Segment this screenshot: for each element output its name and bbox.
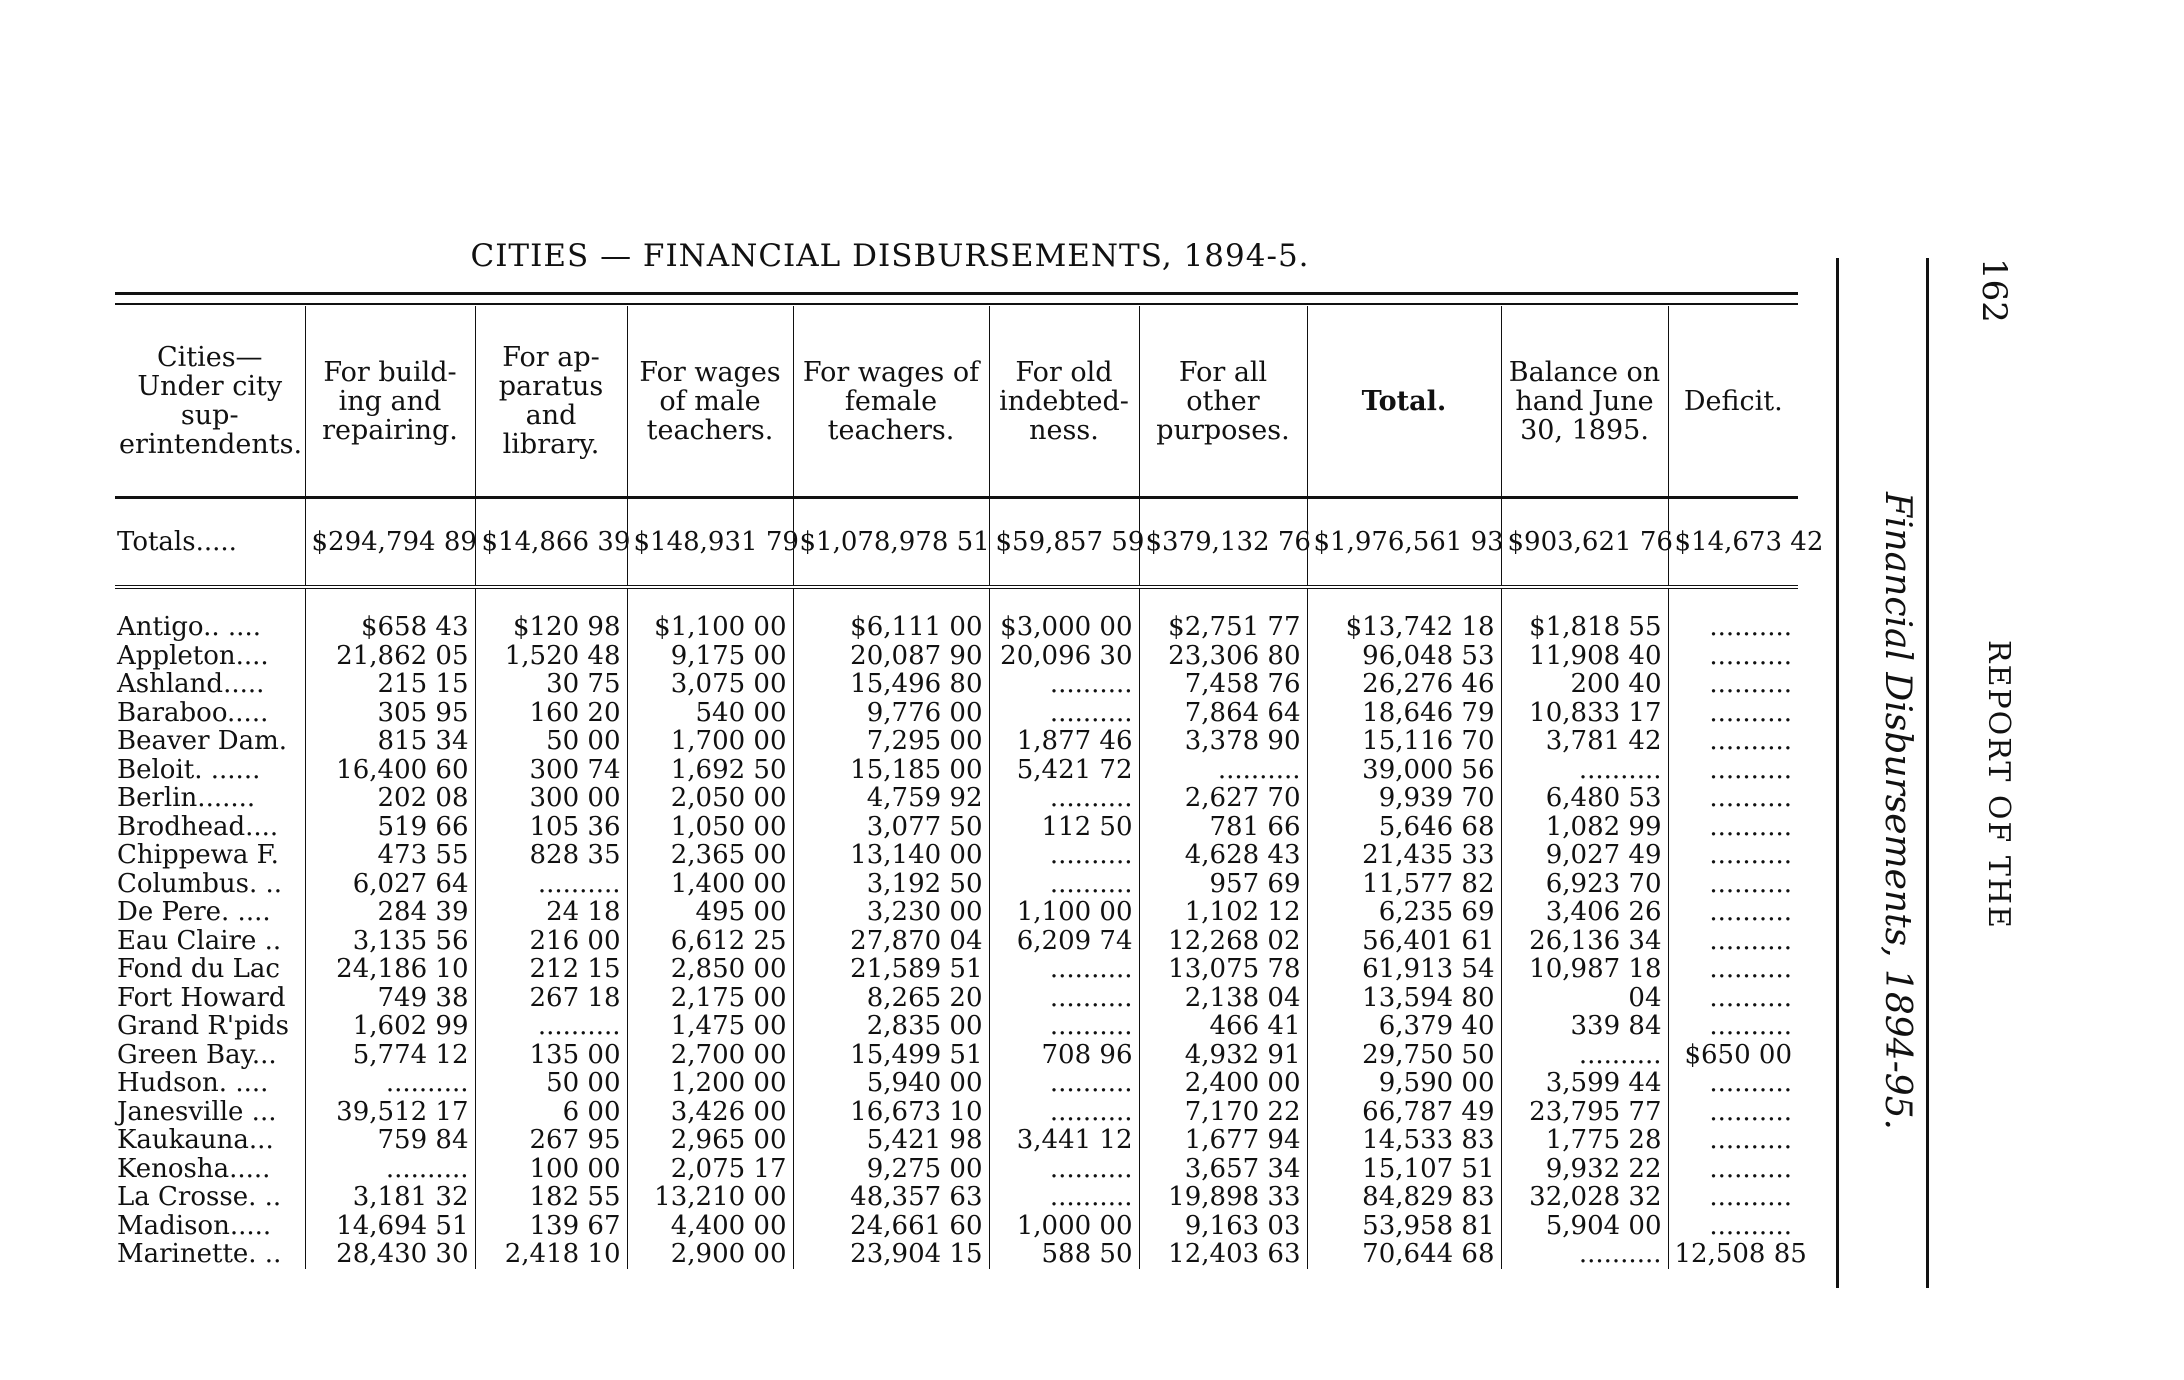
amount-cell: 519 66 bbox=[305, 813, 475, 842]
amount-cell: .......... bbox=[1668, 1126, 1798, 1155]
amount-cell: .......... bbox=[1668, 1155, 1798, 1184]
amount-cell: 2,965 00 bbox=[627, 1126, 793, 1155]
amount-cell: 1,520 48 bbox=[475, 642, 627, 671]
amount-cell: 19,898 33 bbox=[1139, 1183, 1307, 1212]
totals-cell: $903,621 76 bbox=[1501, 498, 1668, 588]
amount-cell: .......... bbox=[989, 841, 1139, 870]
amount-cell: 13,210 00 bbox=[627, 1183, 793, 1212]
amount-cell: 473 55 bbox=[305, 841, 475, 870]
amount-cell: 1,100 00 bbox=[989, 898, 1139, 927]
amount-cell: 56,401 61 bbox=[1307, 927, 1501, 956]
amount-cell: 2,418 10 bbox=[475, 1240, 627, 1269]
amount-cell: 6,209 74 bbox=[989, 927, 1139, 956]
totals-cell: $379,132 76 bbox=[1139, 498, 1307, 588]
amount-cell: .......... bbox=[1501, 756, 1668, 785]
amount-cell: .......... bbox=[475, 870, 627, 899]
amount-cell: 3,192 50 bbox=[793, 870, 989, 899]
city-name-cell: Columbus. .. bbox=[117, 868, 283, 899]
amount-cell: .......... bbox=[305, 1155, 475, 1184]
amount-cell: 828 35 bbox=[475, 841, 627, 870]
amount-cell: 1,877 46 bbox=[989, 727, 1139, 756]
amount-cell: .......... bbox=[989, 1098, 1139, 1127]
amount-cell: 5,904 00 bbox=[1501, 1212, 1668, 1241]
amount-cell: 6,235 69 bbox=[1307, 898, 1501, 927]
amount-cell: 708 96 bbox=[989, 1041, 1139, 1070]
amount-cell: .......... bbox=[1668, 613, 1798, 642]
amount-cell: 2,075 17 bbox=[627, 1155, 793, 1184]
amount-cell: 11,908 40 bbox=[1501, 642, 1668, 671]
amount-cell: 1,692 50 bbox=[627, 756, 793, 785]
amount-cell: .......... bbox=[1668, 670, 1798, 699]
totals-cell: $14,673 42 bbox=[1668, 498, 1798, 588]
amount-cell: 212 15 bbox=[475, 955, 627, 984]
amount-cell: 12,508 85 bbox=[1668, 1240, 1798, 1269]
totals-label: Totals..... bbox=[115, 498, 305, 588]
amount-cell: 6,480 53 bbox=[1501, 784, 1668, 813]
city-name-cell: Kaukauna... bbox=[117, 1125, 274, 1155]
col-header-deficit: Deficit. bbox=[1668, 306, 1798, 498]
amount-cell: 10,987 18 bbox=[1501, 955, 1668, 984]
amount-cell: .......... bbox=[1668, 813, 1798, 842]
amount-cell: 29,750 50 bbox=[1307, 1041, 1501, 1070]
amount-cell: 495 00 bbox=[627, 898, 793, 927]
amount-cell: 3,599 44 bbox=[1501, 1069, 1668, 1098]
amount-cell: .......... bbox=[1668, 927, 1798, 956]
amount-cell: 1,700 00 bbox=[627, 727, 793, 756]
city-row bbox=[115, 984, 1798, 1013]
amount-cell: 20,096 30 bbox=[989, 642, 1139, 671]
amount-cell: 12,403 63 bbox=[1139, 1240, 1307, 1269]
totals-cell: $14,866 39 bbox=[475, 498, 627, 588]
amount-cell: 815 34 bbox=[305, 727, 475, 756]
amount-cell: 24 18 bbox=[475, 898, 627, 927]
col-header-female-wages: For wages of female teachers. bbox=[793, 306, 989, 498]
amount-cell: 759 84 bbox=[305, 1126, 475, 1155]
running-header: REPORT OF THE bbox=[1981, 640, 2016, 930]
amount-cell: 11,577 82 bbox=[1307, 870, 1501, 899]
amount-cell: 1,677 94 bbox=[1139, 1126, 1307, 1155]
amount-cell: $1,818 55 bbox=[1501, 613, 1668, 642]
amount-cell: 3,181 32 bbox=[305, 1183, 475, 1212]
amount-cell: .......... bbox=[989, 1183, 1139, 1212]
amount-cell: 26,136 34 bbox=[1501, 927, 1668, 956]
amount-cell: 4,932 91 bbox=[1139, 1041, 1307, 1070]
amount-cell: 5,421 72 bbox=[989, 756, 1139, 785]
amount-cell: 6,923 70 bbox=[1501, 870, 1668, 899]
amount-cell: .......... bbox=[989, 955, 1139, 984]
amount-cell: 9,776 00 bbox=[793, 699, 989, 728]
amount-cell: $6,111 00 bbox=[793, 613, 989, 642]
city-row bbox=[115, 756, 1798, 785]
amount-cell: 39,000 56 bbox=[1307, 756, 1501, 785]
city-row bbox=[115, 1012, 1798, 1041]
city-row bbox=[115, 813, 1798, 842]
amount-cell: 7,458 76 bbox=[1139, 670, 1307, 699]
amount-cell: 9,163 03 bbox=[1139, 1212, 1307, 1241]
totals-row bbox=[115, 498, 1798, 588]
amount-cell: 1,050 00 bbox=[627, 813, 793, 842]
amount-cell: .......... bbox=[1668, 1098, 1798, 1127]
amount-cell: .......... bbox=[475, 1012, 627, 1041]
amount-cell: 540 00 bbox=[627, 699, 793, 728]
city-row bbox=[115, 927, 1798, 956]
amount-cell: 4,400 00 bbox=[627, 1212, 793, 1241]
amount-cell: 2,365 00 bbox=[627, 841, 793, 870]
city-row bbox=[115, 1240, 1798, 1269]
amount-cell: 21,862 05 bbox=[305, 642, 475, 671]
amount-cell: 5,421 98 bbox=[793, 1126, 989, 1155]
amount-cell: .......... bbox=[1668, 642, 1798, 671]
amount-cell: 2,138 04 bbox=[1139, 984, 1307, 1013]
margin-rule-right bbox=[1926, 258, 1929, 1288]
amount-cell: 53,958 81 bbox=[1307, 1212, 1501, 1241]
amount-cell: .......... bbox=[1668, 727, 1798, 756]
city-name-cell: Antigo.. .... bbox=[117, 612, 261, 642]
city-row bbox=[115, 1155, 1798, 1184]
city-row bbox=[115, 1183, 1798, 1212]
amount-cell: 100 00 bbox=[475, 1155, 627, 1184]
amount-cell: 50 00 bbox=[475, 727, 627, 756]
city-name-cell: Fort Howard bbox=[117, 982, 286, 1013]
amount-cell: 3,077 50 bbox=[793, 813, 989, 842]
amount-cell: .......... bbox=[989, 670, 1139, 699]
amount-cell: 588 50 bbox=[989, 1240, 1139, 1269]
amount-cell: $3,000 00 bbox=[989, 613, 1139, 642]
amount-cell: 9,932 22 bbox=[1501, 1155, 1668, 1184]
amount-cell: .......... bbox=[989, 1069, 1139, 1098]
amount-cell: 3,378 90 bbox=[1139, 727, 1307, 756]
amount-cell: 1,475 00 bbox=[627, 1012, 793, 1041]
city-name-cell: Madison..... bbox=[117, 1210, 272, 1241]
amount-cell: 1,775 28 bbox=[1501, 1126, 1668, 1155]
amount-cell: 1,082 99 bbox=[1501, 813, 1668, 842]
totals-cell: $148,931 79 bbox=[627, 498, 793, 588]
amount-cell: 66,787 49 bbox=[1307, 1098, 1501, 1127]
amount-cell: 14,694 51 bbox=[305, 1212, 475, 1241]
amount-cell: 215 15 bbox=[305, 670, 475, 699]
amount-cell: 21,589 51 bbox=[793, 955, 989, 984]
amount-cell: 10,833 17 bbox=[1501, 699, 1668, 728]
amount-cell: 15,185 00 bbox=[793, 756, 989, 785]
table-title: CITIES — FINANCIAL DISBURSEMENTS, 1894-5. bbox=[470, 238, 1310, 274]
city-name-cell: De Pere. .... bbox=[117, 897, 271, 927]
city-row bbox=[115, 727, 1798, 756]
amount-cell: .......... bbox=[1668, 1183, 1798, 1212]
city-name-cell: Beloit. ...... bbox=[117, 754, 261, 785]
amount-cell: 9,027 49 bbox=[1501, 841, 1668, 870]
amount-cell: .......... bbox=[305, 1069, 475, 1098]
city-row bbox=[115, 898, 1798, 927]
amount-cell: 2,627 70 bbox=[1139, 784, 1307, 813]
running-subtitle: Financial Disbursements, 1894-95. bbox=[1877, 492, 1918, 1130]
city-row bbox=[115, 1069, 1798, 1098]
amount-cell: 2,850 00 bbox=[627, 955, 793, 984]
amount-cell: .......... bbox=[989, 870, 1139, 899]
amount-cell: 24,186 10 bbox=[305, 955, 475, 984]
amount-cell: 3,441 12 bbox=[989, 1126, 1139, 1155]
amount-cell: 3,426 00 bbox=[627, 1098, 793, 1127]
amount-cell: 84,829 83 bbox=[1307, 1183, 1501, 1212]
amount-cell: 04 bbox=[1501, 984, 1668, 1013]
amount-cell: 12,268 02 bbox=[1139, 927, 1307, 956]
amount-cell: 15,107 51 bbox=[1307, 1155, 1501, 1184]
city-name-cell: La Crosse. .. bbox=[117, 1182, 282, 1212]
city-name-cell: Hudson. .... bbox=[117, 1068, 269, 1098]
amount-cell: 96,048 53 bbox=[1307, 642, 1501, 671]
amount-cell: 20,087 90 bbox=[793, 642, 989, 671]
amount-cell: 135 00 bbox=[475, 1041, 627, 1070]
amount-cell: .......... bbox=[989, 784, 1139, 813]
col-header-balance: Balance on hand June 30, 1895. bbox=[1501, 306, 1668, 498]
totals-cell: $1,078,978 51 bbox=[793, 498, 989, 588]
page-number: 162 bbox=[1974, 258, 2014, 323]
amount-cell: .......... bbox=[989, 1012, 1139, 1041]
amount-cell: 1,400 00 bbox=[627, 870, 793, 899]
amount-cell: 3,781 42 bbox=[1501, 727, 1668, 756]
amount-cell: 23,306 80 bbox=[1139, 642, 1307, 671]
amount-cell: 15,496 80 bbox=[793, 670, 989, 699]
city-name-cell: Green Bay... bbox=[117, 1039, 277, 1070]
city-name-cell: Marinette. .. bbox=[117, 1239, 282, 1269]
amount-cell: 7,864 64 bbox=[1139, 699, 1307, 728]
totals-cell: $59,857 59 bbox=[989, 498, 1139, 588]
amount-cell: 15,116 70 bbox=[1307, 727, 1501, 756]
city-name-cell: Grand R'pids bbox=[117, 1011, 290, 1041]
amount-cell: 3,657 34 bbox=[1139, 1155, 1307, 1184]
amount-cell: 112 50 bbox=[989, 813, 1139, 842]
amount-cell: 28,430 30 bbox=[305, 1240, 475, 1269]
city-name-cell: Appleton.... bbox=[117, 640, 269, 671]
amount-cell: 24,661 60 bbox=[793, 1212, 989, 1241]
amount-cell: 21,435 33 bbox=[1307, 841, 1501, 870]
amount-cell: 160 20 bbox=[475, 699, 627, 728]
amount-cell: $1,100 00 bbox=[627, 613, 793, 642]
city-name-cell: Ashland..... bbox=[117, 669, 265, 699]
amount-cell: 300 74 bbox=[475, 756, 627, 785]
col-header-other-purposes: For all other purposes. bbox=[1139, 306, 1307, 498]
amount-cell: 267 18 bbox=[475, 984, 627, 1013]
amount-cell: 9,175 00 bbox=[627, 642, 793, 671]
amount-cell: .......... bbox=[1668, 699, 1798, 728]
amount-cell: .......... bbox=[1668, 1012, 1798, 1041]
city-name-cell: Baraboo..... bbox=[117, 697, 269, 728]
city-row bbox=[115, 642, 1798, 671]
city-row bbox=[115, 870, 1798, 899]
city-name-cell: Eau Claire .. bbox=[117, 925, 282, 956]
city-row bbox=[115, 1126, 1798, 1155]
col-header-male-wages: For wages of male teachers. bbox=[627, 306, 793, 498]
amount-cell: 6,612 25 bbox=[627, 927, 793, 956]
amount-cell: 284 39 bbox=[305, 898, 475, 927]
col-header-building: For build- ing and repairing. bbox=[305, 306, 475, 498]
col-header-apparatus: For ap- paratus and library. bbox=[475, 306, 627, 498]
amount-cell: 2,900 00 bbox=[627, 1240, 793, 1269]
totals-cell: $294,794 89 bbox=[305, 498, 475, 588]
amount-cell: 182 55 bbox=[475, 1183, 627, 1212]
amount-cell: .......... bbox=[1668, 984, 1798, 1013]
amount-cell: 3,075 00 bbox=[627, 670, 793, 699]
spacer-row bbox=[115, 587, 1798, 613]
city-name-cell: Berlin....... bbox=[117, 783, 256, 813]
amount-cell: 1,000 00 bbox=[989, 1212, 1139, 1241]
city-row bbox=[115, 841, 1798, 870]
amount-cell: 9,275 00 bbox=[793, 1155, 989, 1184]
amount-cell: 2,835 00 bbox=[793, 1012, 989, 1041]
amount-cell: 216 00 bbox=[475, 927, 627, 956]
amount-cell: 39,512 17 bbox=[305, 1098, 475, 1127]
amount-cell: 139 67 bbox=[475, 1212, 627, 1241]
amount-cell: 9,939 70 bbox=[1307, 784, 1501, 813]
amount-cell: .......... bbox=[1668, 1069, 1798, 1098]
amount-cell: 5,646 68 bbox=[1307, 813, 1501, 842]
amount-cell: .......... bbox=[1139, 756, 1307, 785]
amount-cell: 300 00 bbox=[475, 784, 627, 813]
amount-cell: 13,075 78 bbox=[1139, 955, 1307, 984]
amount-cell: 14,533 83 bbox=[1307, 1126, 1501, 1155]
amount-cell: 105 36 bbox=[475, 813, 627, 842]
amount-cell: .......... bbox=[989, 699, 1139, 728]
amount-cell: 32,028 32 bbox=[1501, 1183, 1668, 1212]
amount-cell: $650 00 bbox=[1668, 1041, 1798, 1070]
amount-cell: 16,673 10 bbox=[793, 1098, 989, 1127]
amount-cell: 7,170 22 bbox=[1139, 1098, 1307, 1127]
amount-cell: 8,265 20 bbox=[793, 984, 989, 1013]
amount-cell: .......... bbox=[1668, 1212, 1798, 1241]
amount-cell: 27,870 04 bbox=[793, 927, 989, 956]
amount-cell: 3,406 26 bbox=[1501, 898, 1668, 927]
amount-cell: $2,751 77 bbox=[1139, 613, 1307, 642]
disbursements-table bbox=[115, 306, 1824, 1269]
amount-cell: .......... bbox=[1668, 841, 1798, 870]
amount-cell: .......... bbox=[1501, 1041, 1668, 1070]
amount-cell: .......... bbox=[989, 1155, 1139, 1184]
amount-cell: 1,102 12 bbox=[1139, 898, 1307, 927]
city-name-cell: Janesville ... bbox=[117, 1096, 277, 1127]
amount-cell: 6 00 bbox=[475, 1098, 627, 1127]
city-row bbox=[115, 955, 1798, 984]
amount-cell: 9,590 00 bbox=[1307, 1069, 1501, 1098]
amount-cell: 13,140 00 bbox=[793, 841, 989, 870]
amount-cell: 4,628 43 bbox=[1139, 841, 1307, 870]
amount-cell: 70,644 68 bbox=[1307, 1240, 1501, 1269]
amount-cell: 466 41 bbox=[1139, 1012, 1307, 1041]
amount-cell: 30 75 bbox=[475, 670, 627, 699]
col-header-cities: Cities— Under city sup- erintendents. bbox=[115, 306, 305, 498]
amount-cell: 305 95 bbox=[305, 699, 475, 728]
amount-cell: 7,295 00 bbox=[793, 727, 989, 756]
city-name-cell: Kenosha..... bbox=[117, 1153, 271, 1184]
amount-cell: $13,742 18 bbox=[1307, 613, 1501, 642]
amount-cell: 202 08 bbox=[305, 784, 475, 813]
amount-cell: .......... bbox=[1668, 784, 1798, 813]
col-header-total: Total. bbox=[1307, 306, 1501, 498]
amount-cell: 267 95 bbox=[475, 1126, 627, 1155]
amount-cell: $120 98 bbox=[475, 613, 627, 642]
amount-cell: 16,400 60 bbox=[305, 756, 475, 785]
amount-cell: 3,230 00 bbox=[793, 898, 989, 927]
amount-cell: .......... bbox=[1668, 756, 1798, 785]
amount-cell: 5,940 00 bbox=[793, 1069, 989, 1098]
amount-cell: 4,759 92 bbox=[793, 784, 989, 813]
amount-cell: 957 69 bbox=[1139, 870, 1307, 899]
amount-cell: 23,904 15 bbox=[793, 1240, 989, 1269]
city-name-cell: Brodhead.... bbox=[117, 811, 279, 842]
city-row bbox=[115, 784, 1798, 813]
city-row bbox=[115, 1098, 1798, 1127]
col-header-old-indebtedness: For old indebted- ness. bbox=[989, 306, 1139, 498]
amount-cell: 1,200 00 bbox=[627, 1069, 793, 1098]
amount-cell: .......... bbox=[1668, 955, 1798, 984]
amount-cell: 2,700 00 bbox=[627, 1041, 793, 1070]
amount-cell: 3,135 56 bbox=[305, 927, 475, 956]
amount-cell: 18,646 79 bbox=[1307, 699, 1501, 728]
city-row bbox=[115, 670, 1798, 699]
amount-cell: 6,379 40 bbox=[1307, 1012, 1501, 1041]
amount-cell: 48,357 63 bbox=[793, 1183, 989, 1212]
margin-rule-left bbox=[1836, 258, 1839, 1288]
amount-cell: 6,027 64 bbox=[305, 870, 475, 899]
city-row bbox=[115, 613, 1798, 642]
amount-cell: .......... bbox=[1501, 1240, 1668, 1269]
amount-cell: .......... bbox=[1668, 898, 1798, 927]
amount-cell: 50 00 bbox=[475, 1069, 627, 1098]
amount-cell: 13,594 80 bbox=[1307, 984, 1501, 1013]
amount-cell: .......... bbox=[989, 984, 1139, 1013]
amount-cell: $658 43 bbox=[305, 613, 475, 642]
header-row bbox=[115, 306, 1798, 498]
amount-cell: 749 38 bbox=[305, 984, 475, 1013]
city-row bbox=[115, 1041, 1798, 1070]
totals-cell: $1,976,561 93 bbox=[1307, 498, 1501, 588]
amount-cell: 1,602 99 bbox=[305, 1012, 475, 1041]
amount-cell: .......... bbox=[1668, 870, 1798, 899]
city-name-cell: Fond du Lac bbox=[117, 954, 280, 984]
amount-cell: 200 40 bbox=[1501, 670, 1668, 699]
city-name-cell: Beaver Dam. bbox=[117, 726, 288, 756]
city-row bbox=[115, 1212, 1798, 1241]
amount-cell: 15,499 51 bbox=[793, 1041, 989, 1070]
amount-cell: 339 84 bbox=[1501, 1012, 1668, 1041]
amount-cell: 23,795 77 bbox=[1501, 1098, 1668, 1127]
amount-cell: 26,276 46 bbox=[1307, 670, 1501, 699]
city-row bbox=[115, 699, 1798, 728]
amount-cell: 61,913 54 bbox=[1307, 955, 1501, 984]
amount-cell: 2,400 00 bbox=[1139, 1069, 1307, 1098]
amount-cell: 5,774 12 bbox=[305, 1041, 475, 1070]
amount-cell: 2,050 00 bbox=[627, 784, 793, 813]
amount-cell: 2,175 00 bbox=[627, 984, 793, 1013]
title-double-rule bbox=[115, 292, 1798, 305]
city-name-cell: Chippewa F. bbox=[117, 840, 279, 870]
amount-cell: 781 66 bbox=[1139, 813, 1307, 842]
